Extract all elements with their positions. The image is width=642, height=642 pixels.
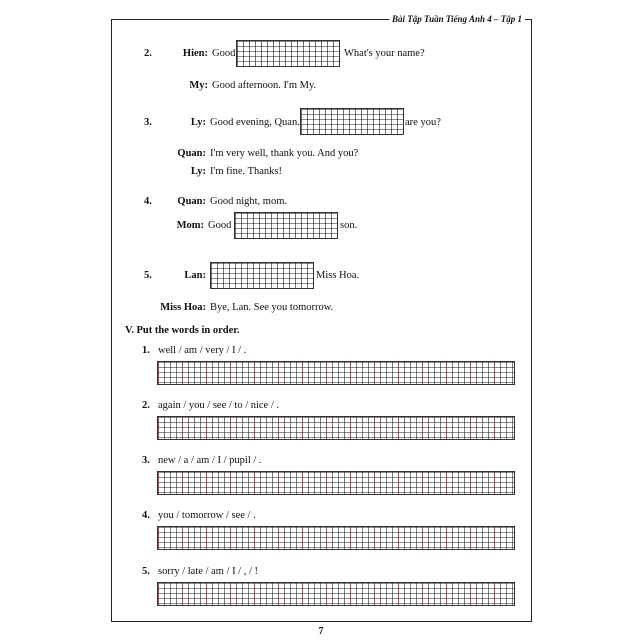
scrambled-words: well / am / very / I / . (158, 345, 247, 356)
speaker-label: Ly: (190, 166, 206, 177)
dialogue-text: Bye, Lan. See you tomorrow. (210, 302, 334, 313)
writing-grid[interactable] (157, 526, 515, 550)
writing-grid[interactable] (157, 471, 515, 495)
dialogue-text: What's your name? (344, 48, 425, 59)
page-header: Bài Tập Tuần Tiếng Anh 4 – Tập 1 (389, 14, 525, 24)
writing-grid[interactable] (157, 361, 515, 385)
scrambled-words: again / you / see / to / nice / . (158, 400, 280, 411)
item-number: 3. (142, 455, 150, 466)
dialogue-number: 4. (144, 196, 152, 207)
dialogue-text: Good evening, Quan. (210, 117, 300, 128)
speaker-label: Lan: (184, 270, 206, 281)
dialogue-text: Good (212, 48, 236, 59)
speaker-label: Mom: (176, 220, 204, 231)
answer-grid[interactable] (210, 262, 314, 289)
dialogue-number: 5. (144, 270, 152, 281)
dialogue-text: Miss Hoa. (316, 270, 360, 281)
speaker-label: Hien: (182, 48, 208, 59)
writing-grid[interactable] (157, 416, 515, 440)
dialogue-text: Good (208, 220, 232, 231)
dialogue-text: are you? (405, 117, 441, 128)
answer-grid[interactable] (234, 212, 338, 239)
speaker-label: Quan: (177, 196, 206, 207)
answer-grid[interactable] (236, 40, 340, 67)
dialogue-text: son. (340, 220, 358, 231)
answer-grid[interactable] (300, 108, 404, 135)
dialogue-number: 3. (144, 117, 152, 128)
item-number: 2. (142, 400, 150, 411)
dialogue-number: 2. (144, 48, 152, 59)
speaker-label: Miss Hoa: (160, 302, 206, 313)
scrambled-words: new / a / am / I / pupil / . (158, 455, 262, 466)
dialogue-text: I'm very well, thank you. And you? (210, 148, 359, 159)
dialogue-text: I'm fine. Thanks! (210, 166, 282, 177)
item-number: 1. (142, 345, 150, 356)
item-number: 4. (142, 510, 150, 521)
scrambled-words: you / tomorrow / see / . (158, 510, 256, 521)
item-number: 5. (142, 566, 150, 577)
dialogue-text: Good night, mom. (210, 196, 288, 207)
speaker-label: My: (189, 80, 208, 91)
section-title: V. Put the words in order. (125, 325, 240, 336)
speaker-label: Quan: (177, 148, 206, 159)
scrambled-words: sorry / late / am / I / , / ! (158, 566, 259, 577)
dialogue-text: Good afternoon. I'm My. (212, 80, 317, 91)
page-number: 7 (318, 626, 324, 637)
writing-grid[interactable] (157, 582, 515, 606)
speaker-label: Ly: (190, 117, 206, 128)
